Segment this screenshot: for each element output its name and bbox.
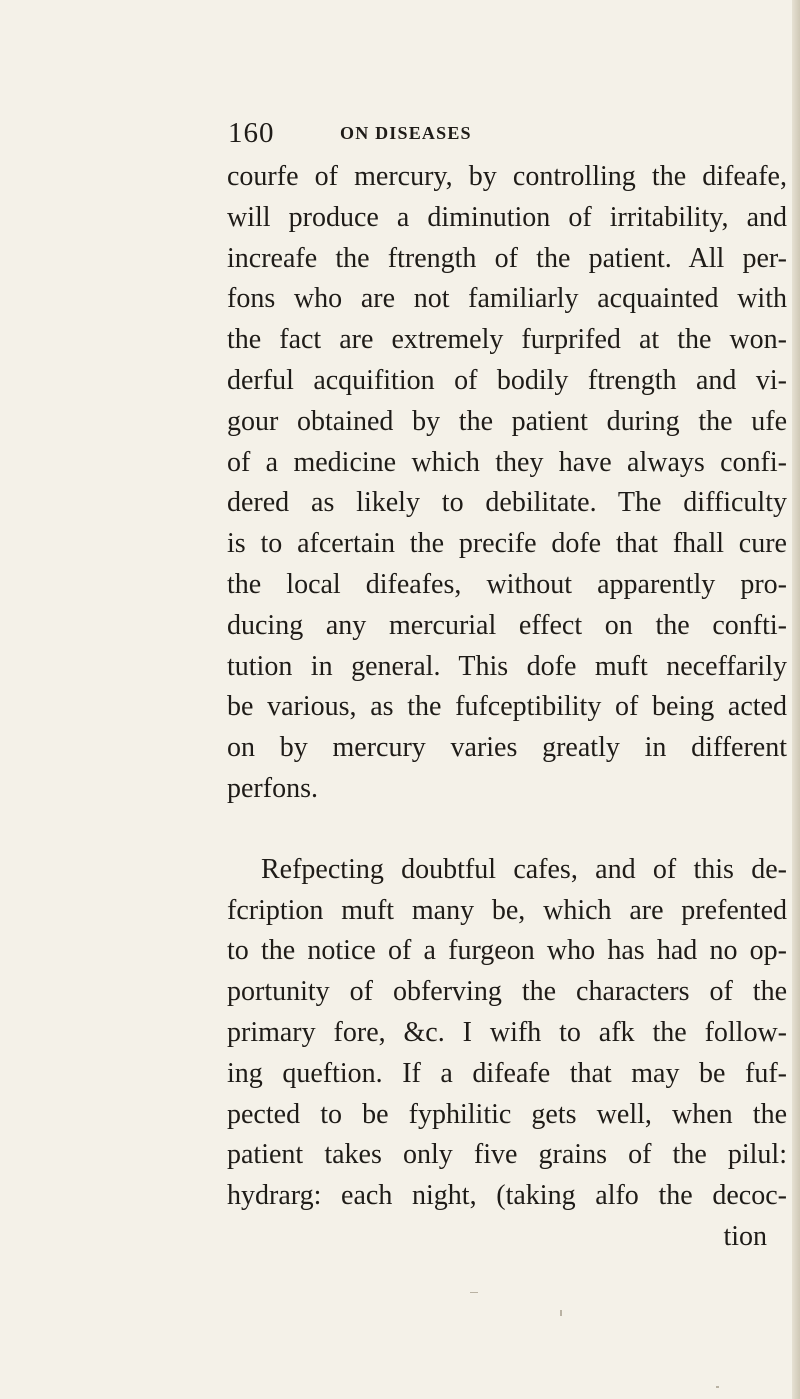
page-edge — [792, 0, 800, 1399]
text-line: perfons. — [227, 772, 318, 804]
paragraph-gap — [227, 810, 787, 850]
text-line: ing queftion. If a difeafe that may be fuf- — [227, 1057, 787, 1089]
text-line: courfe of mercury, by controlling the difeafe, — [227, 161, 787, 192]
text-line: is to afcertain the precife dofe that fhall cure — [227, 528, 787, 560]
text-line: be various, as the fufceptibility of being acted — [227, 691, 787, 723]
running-title: ON DISEASES — [340, 123, 472, 143]
running-head — [228, 116, 688, 150]
text-line: tution in general. This dofe muft neceffarily — [227, 650, 787, 682]
text-line: the fact are extremely furprifed at the won- — [227, 324, 787, 356]
paper-speck — [560, 1310, 562, 1316]
catchword: tion — [723, 1220, 767, 1252]
text-line: to the notice of a furgeon who has had no op- — [227, 935, 787, 967]
text-line: Refpecting doubtful cafes, and of this de- — [261, 853, 787, 885]
body-text — [227, 157, 787, 1258]
text-line: of a medicine which they have always confi- — [227, 446, 787, 478]
text-line: patient takes only five grains of the pilul: — [227, 1139, 787, 1171]
paper-speck — [470, 1292, 478, 1293]
text-line: derful acquifition of bodily ftrength and vi- — [227, 364, 787, 396]
text-line: dered as likely to debilitate. The difficulty — [227, 487, 787, 519]
text-line: fcription muft many be, which are prefented — [227, 894, 787, 926]
paragraph-2 — [227, 850, 787, 1258]
text-line: will produce a diminution of irritability, and — [227, 201, 787, 233]
paragraph-1 — [227, 157, 787, 810]
text-line: pected to be fyphilitic gets well, when the — [227, 1098, 787, 1130]
text-line: gour obtained by the patient during the ufe — [227, 405, 787, 437]
text-line: on by mercury varies greatly in different — [227, 732, 787, 764]
text-line: fons who are not familiarly acquainted with — [227, 283, 787, 315]
text-line: portunity of obferving the characters of the — [227, 976, 787, 1008]
text-line: the local difeafes, without apparently pro- — [227, 568, 787, 600]
paper-speck — [716, 1386, 719, 1388]
text-line: hydrarg: each night, (taking alfo the decoc- — [227, 1180, 787, 1212]
text-line: increafe the ftrength of the patient. All per- — [227, 242, 787, 274]
text-line: ducing any mercurial effect on the confti- — [227, 609, 787, 641]
page-number: 160 — [228, 117, 275, 149]
text-line: primary fore, &c. I wifh to afk the follow- — [227, 1016, 787, 1048]
